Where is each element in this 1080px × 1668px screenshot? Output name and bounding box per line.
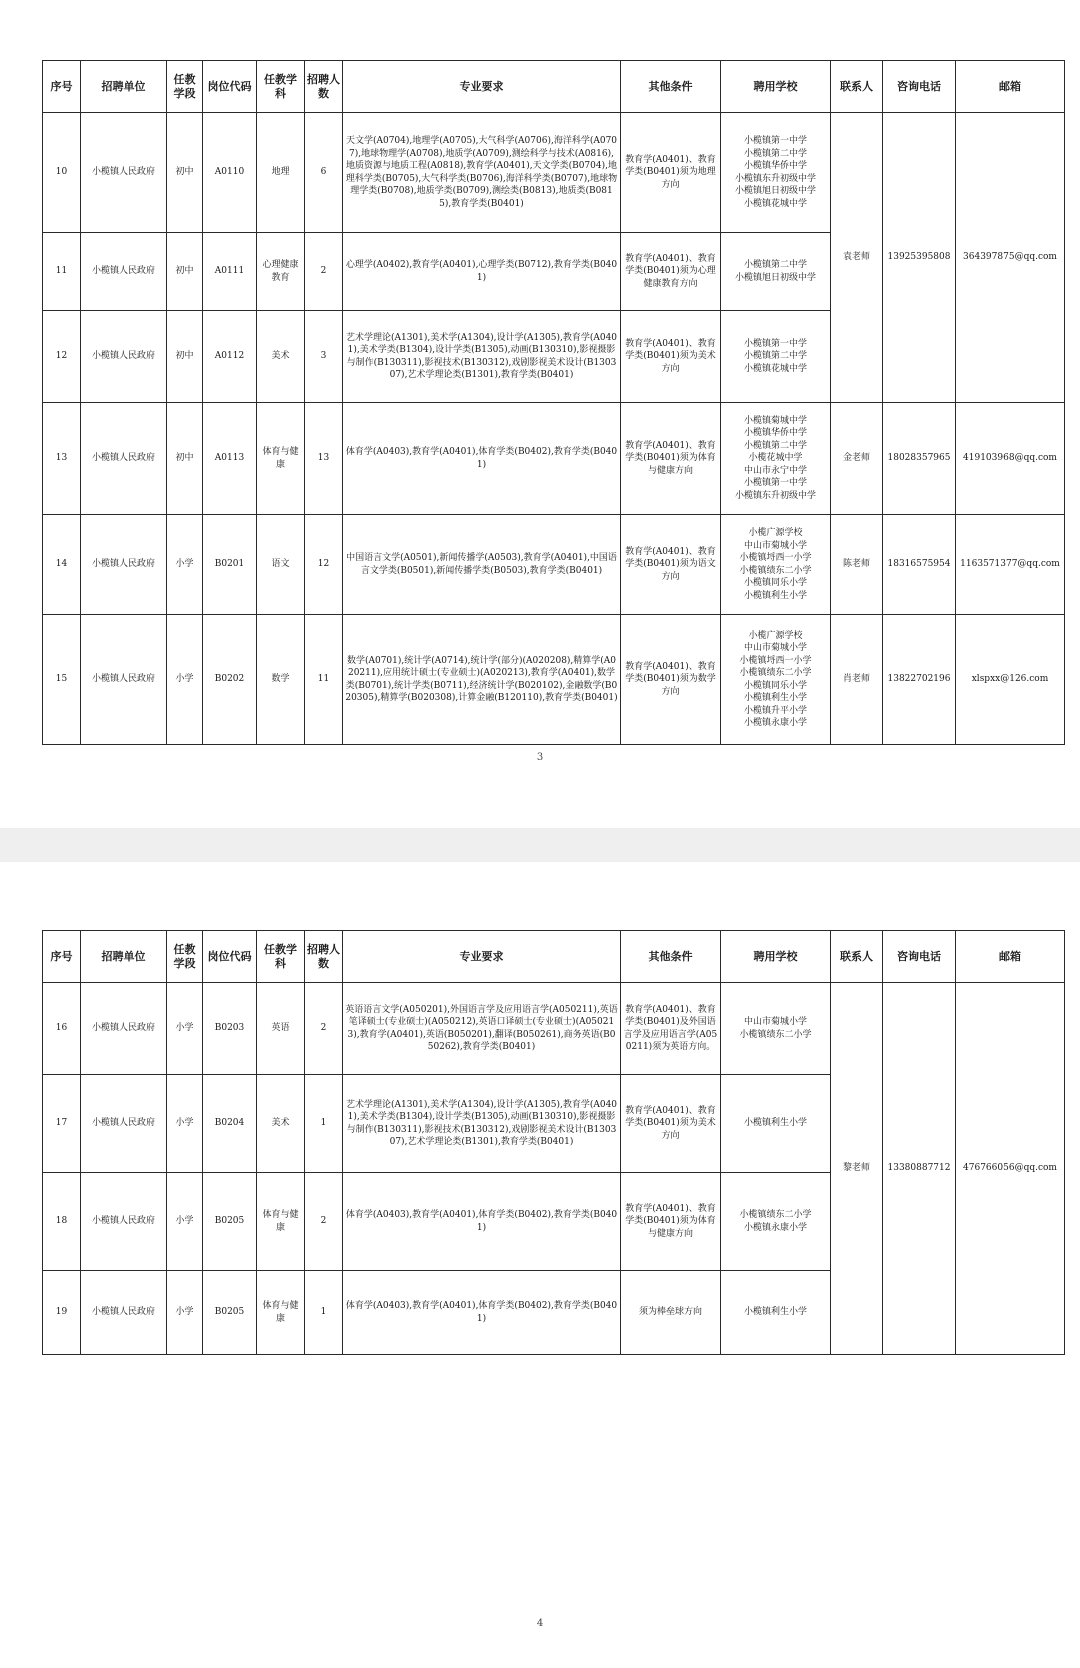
cell-contact: 金老师 (831, 403, 883, 515)
cell-contact: 黎老师 (831, 983, 883, 1355)
col-header: 招聘单位 (81, 931, 167, 983)
table-row (43, 983, 1065, 1075)
cell-stage: 初中 (167, 403, 203, 515)
page-3 (0, 0, 1080, 828)
col-header: 咨询电话 (883, 931, 956, 983)
cell-stage: 初中 (167, 113, 203, 233)
cell-schools: 小榄广源学校 中山市菊城小学 小榄镇埒西一小学 小榄镇绩东二小学 小榄镇同乐小学 小榄镇利生小学 (721, 515, 831, 615)
cell-code: B0201 (203, 515, 257, 615)
cell-count: 1 (305, 1075, 343, 1173)
header-row (43, 931, 1065, 983)
cell-major: 体育学(A0403),教育学(A0401),体育学类(B0402),教育学类(B0401) (343, 1173, 621, 1271)
cell-email: 364397875@qq.com (956, 113, 1065, 403)
cell-no: 13 (43, 403, 81, 515)
col-header: 岗位代码 (203, 61, 257, 113)
cell-no: 14 (43, 515, 81, 615)
col-header: 招聘人数 (305, 931, 343, 983)
cell-subject: 体育与健康 (257, 1173, 305, 1271)
cell-conditions: 须为棒垒球方向 (621, 1271, 721, 1355)
cell-no: 17 (43, 1075, 81, 1173)
cell-schools: 小榄镇利生小学 (721, 1075, 831, 1173)
cell-schools: 小榄镇第二中学 小榄镇旭日初级中学 (721, 233, 831, 311)
cell-no: 16 (43, 983, 81, 1075)
cell-conditions: 教育学(A0401)、教育学类(B0401)须为美术方向 (621, 1075, 721, 1173)
cell-code: A0110 (203, 113, 257, 233)
cell-subject: 美术 (257, 1075, 305, 1173)
cell-schools: 小榄镇绩东二小学 小榄镇永康小学 (721, 1173, 831, 1271)
cell-code: B0205 (203, 1271, 257, 1355)
col-header: 专业要求 (343, 931, 621, 983)
cell-email: 476766056@qq.com (956, 983, 1065, 1355)
cell-email: 419103968@qq.com (956, 403, 1065, 515)
col-header: 任教学科 (257, 931, 305, 983)
cell-major: 体育学(A0403),教育学(A0401),体育学类(B0402),教育学类(B0401) (343, 403, 621, 515)
cell-no: 18 (43, 1173, 81, 1271)
cell-subject: 语文 (257, 515, 305, 615)
cell-subject: 体育与健康 (257, 1271, 305, 1355)
col-header: 聘用学校 (721, 61, 831, 113)
cell-conditions: 教育学(A0401)、教育学类(B0401)须为体育与健康方向 (621, 1173, 721, 1271)
cell-code: B0203 (203, 983, 257, 1075)
cell-stage: 小学 (167, 1075, 203, 1173)
cell-schools: 小榄镇第一中学 小榄镇第二中学 小榄镇花城中学 (721, 311, 831, 403)
col-header: 序号 (43, 61, 81, 113)
cell-conditions: 教育学(A0401)、教育学类(B0401)须为体育与健康方向 (621, 403, 721, 515)
cell-code: B0202 (203, 615, 257, 745)
cell-stage: 初中 (167, 233, 203, 311)
cell-stage: 小学 (167, 515, 203, 615)
cell-subject: 体育与健康 (257, 403, 305, 515)
cell-count: 13 (305, 403, 343, 515)
cell-phone: 13380887712 (883, 983, 956, 1355)
col-header: 联系人 (831, 931, 883, 983)
cell-unit: 小榄镇人民政府 (81, 1173, 167, 1271)
cell-phone: 13925395808 (883, 113, 956, 403)
cell-phone: 18316575954 (883, 515, 956, 615)
cell-subject: 英语 (257, 983, 305, 1075)
cell-stage: 小学 (167, 1173, 203, 1271)
table-row (43, 403, 1065, 515)
cell-subject: 地理 (257, 113, 305, 233)
cell-count: 1 (305, 1271, 343, 1355)
cell-subject: 美术 (257, 311, 305, 403)
cell-major: 数学(A0701),统计学(A0714),统计学(部分)(A020208),精算学(A020211),应用统计硕士(专业硕士)(A020213),教育学(A0401),数学类(B0701),统计学类(B0711),经济统计学(B020102),金融数学(B020305),精算学(B020308),计算金融(B120110),教育学类(B0401) (343, 615, 621, 745)
cell-conditions: 教育学(A0401)、教育学类(B0401)须为语文方向 (621, 515, 721, 615)
page-number: 3 (536, 752, 544, 763)
cell-conditions: 教育学(A0401)、教育学类(B0401)及外国语言学及应用语言学(A050211)须为英语方向。 (621, 983, 721, 1075)
cell-no: 11 (43, 233, 81, 311)
cell-contact: 肖老师 (831, 615, 883, 745)
col-header: 专业要求 (343, 61, 621, 113)
cell-conditions: 教育学(A0401)、教育学类(B0401)须为数学方向 (621, 615, 721, 745)
col-header: 联系人 (831, 61, 883, 113)
recruitment-table-page-4 (42, 930, 1065, 1355)
cell-schools: 中山市菊城小学 小榄镇绩东二小学 (721, 983, 831, 1075)
cell-stage: 初中 (167, 311, 203, 403)
cell-conditions: 教育学(A0401)、教育学类(B0401)须为心理健康教育方向 (621, 233, 721, 311)
cell-major: 中国语言文学(A0501),新闻传播学(A0503),教育学(A0401),中国语言文学类(B0501),新闻传播学类(B0503),教育学类(B0401) (343, 515, 621, 615)
cell-unit: 小榄镇人民政府 (81, 615, 167, 745)
cell-schools: 小榄广源学校 中山市菊城小学 小榄镇埒西一小学 小榄镇绩东二小学 小榄镇同乐小学 小榄镇利生小学 小榄镇升平小学 小榄镇永康小学 (721, 615, 831, 745)
recruitment-table-page-3 (42, 60, 1065, 745)
cell-subject: 数学 (257, 615, 305, 745)
cell-contact: 袁老师 (831, 113, 883, 403)
col-header: 招聘单位 (81, 61, 167, 113)
cell-code: A0112 (203, 311, 257, 403)
cell-code: B0205 (203, 1173, 257, 1271)
col-header: 聘用学校 (721, 931, 831, 983)
cell-count: 12 (305, 515, 343, 615)
cell-schools: 小榄镇利生小学 (721, 1271, 831, 1355)
cell-phone: 18028357965 (883, 403, 956, 515)
col-header: 其他条件 (621, 931, 721, 983)
page-4 (0, 862, 1080, 1668)
cell-count: 2 (305, 233, 343, 311)
cell-count: 11 (305, 615, 343, 745)
col-header: 任教学段 (167, 931, 203, 983)
cell-stage: 小学 (167, 615, 203, 745)
cell-stage: 小学 (167, 983, 203, 1075)
cell-major: 天文学(A0704),地理学(A0705),大气科学(A0706),海洋科学(A0707),地球物理学(A0708),地质学(A0709),测绘科学与技术(A0816),地质资源与地质工程(A0818),教育学(A0401),天文学类(B0704),地理科学类(B0705),大气科学类(B0706),海洋科学类(B0707),地球物理学类(B0708),地质学类(B0709),测绘类(B0813),地质类(B0815),教育学类(B0401) (343, 113, 621, 233)
cell-no: 10 (43, 113, 81, 233)
col-header: 任教学科 (257, 61, 305, 113)
cell-count: 6 (305, 113, 343, 233)
col-header: 其他条件 (621, 61, 721, 113)
cell-no: 15 (43, 615, 81, 745)
cell-unit: 小榄镇人民政府 (81, 113, 167, 233)
cell-code: A0113 (203, 403, 257, 515)
cell-code: B0204 (203, 1075, 257, 1173)
cell-contact: 陈老师 (831, 515, 883, 615)
cell-unit: 小榄镇人民政府 (81, 311, 167, 403)
cell-email: 1163571377@qq.com (956, 515, 1065, 615)
cell-unit: 小榄镇人民政府 (81, 233, 167, 311)
cell-unit: 小榄镇人民政府 (81, 403, 167, 515)
cell-major: 英语语言文学(A050201),外国语言学及应用语言学(A050211),英语笔译硕士(专业硕士)(A050212),英语口译硕士(专业硕士)(A050213),教育学(A0401),英语(B050201),翻译(B050261),商务英语(B050262),教育学类(B0401) (343, 983, 621, 1075)
cell-phone: 13822702196 (883, 615, 956, 745)
col-header: 招聘人数 (305, 61, 343, 113)
cell-schools: 小榄镇第一中学 小榄镇第二中学 小榄镇华侨中学 小榄镇东升初级中学 小榄镇旭日初级中学 小榄镇花城中学 (721, 113, 831, 233)
page-separator (0, 828, 1080, 862)
cell-no: 19 (43, 1271, 81, 1355)
header-row (43, 61, 1065, 113)
col-header: 任教学段 (167, 61, 203, 113)
cell-count: 2 (305, 983, 343, 1075)
cell-major: 体育学(A0403),教育学(A0401),体育学类(B0402),教育学类(B0401) (343, 1271, 621, 1355)
col-header: 邮箱 (956, 61, 1065, 113)
cell-schools: 小榄镇菊城中学 小榄镇华侨中学 小榄镇第二中学 小榄花城中学 中山市永宁中学 小榄镇第一中学 小榄镇东升初级中学 (721, 403, 831, 515)
cell-count: 2 (305, 1173, 343, 1271)
cell-major: 艺术学理论(A1301),美术学(A1304),设计学(A1305),教育学(A0401),美术学类(B1304),设计学类(B1305),动画(B130310),影视摄影与制作(B130311),影视技术(B130312),戏剧影视美术设计(B130307),艺术学理论类(B1301),教育学类(B0401) (343, 1075, 621, 1173)
table-row (43, 113, 1065, 233)
col-header: 咨询电话 (883, 61, 956, 113)
cell-conditions: 教育学(A0401)、教育学类(B0401)须为美术方向 (621, 311, 721, 403)
cell-unit: 小榄镇人民政府 (81, 983, 167, 1075)
cell-count: 3 (305, 311, 343, 403)
cell-subject: 心理健康教育 (257, 233, 305, 311)
cell-unit: 小榄镇人民政府 (81, 515, 167, 615)
cell-conditions: 教育学(A0401)、教育学类(B0401)须为地理方向 (621, 113, 721, 233)
cell-code: A0111 (203, 233, 257, 311)
cell-major: 艺术学理论(A1301),美术学(A1304),设计学(A1305),教育学(A0401),美术学类(B1304),设计学类(B1305),动画(B130310),影视摄影与制作(B130311),影视技术(B130312),戏剧影视美术设计(B130307),艺术学理论类(B1301),教育学类(B0401) (343, 311, 621, 403)
cell-unit: 小榄镇人民政府 (81, 1271, 167, 1355)
col-header: 序号 (43, 931, 81, 983)
cell-email: xlspxx@126.com (956, 615, 1065, 745)
cell-unit: 小榄镇人民政府 (81, 1075, 167, 1173)
col-header: 岗位代码 (203, 931, 257, 983)
table-row (43, 515, 1065, 615)
cell-no: 12 (43, 311, 81, 403)
col-header: 邮箱 (956, 931, 1065, 983)
cell-stage: 小学 (167, 1271, 203, 1355)
cell-major: 心理学(A0402),教育学(A0401),心理学类(B0712),教育学类(B0401) (343, 233, 621, 311)
table-row (43, 615, 1065, 745)
page-number: 4 (536, 1618, 544, 1629)
